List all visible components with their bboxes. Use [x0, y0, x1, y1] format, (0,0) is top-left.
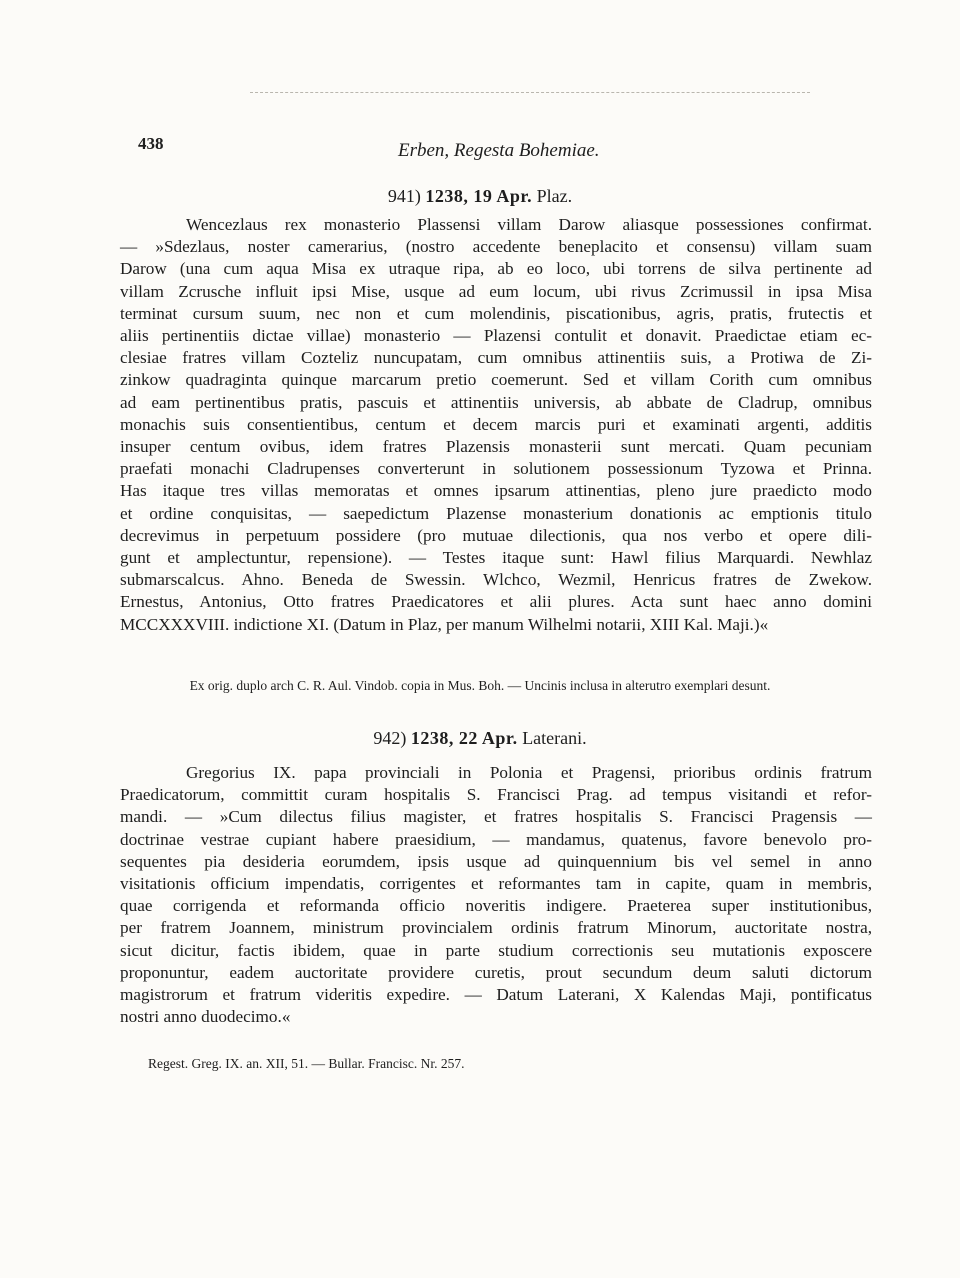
- text-line: Gregorius IX. papa provinciali in Polonia et Pragensi, prioribus ordinis fratrum: [186, 763, 872, 782]
- source-note-942: Regest. Greg. IX. an. XII, 51. — Bullar. Francisc. Nr. 257.: [148, 1056, 465, 1071]
- text-line: MCCXXXVIII. indictione XI. (Datum in Plaz, per manum Wilhelmi notarii, XIII Kal. Maji.)«: [120, 614, 769, 634]
- text-line: villam Zcrusche influit ipsi Mise, usque ad eum locum, ubi rivus Zcrimussil in ipsa Misa: [120, 281, 872, 301]
- text-line: zinkow quadraginta quinque marcarum pretio coemerunt. Sed et villam Corith cum omnibus: [120, 370, 872, 390]
- text-line: mandi. — »Cum dilectus filius magister, et fratres hospitalis S. Francisci Pragensis —: [120, 807, 872, 827]
- entry-text-942: [120, 762, 872, 1028]
- scan-artifact-line: [250, 92, 810, 93]
- text-line: submarscalcus. Ahno. Beneda de Swessin. Wlchco, Wezmil, Henricus fratres de Zwekow.: [120, 570, 872, 590]
- text-line: magistrorum et fratrum videritis expedire. — Datum Laterani, X Kalendas Maji, pontificatus: [120, 985, 872, 1005]
- text-line: sequentes pia desideria eorumdem, ipsis usque ad quinquennium bis vel semel in anno: [120, 851, 872, 871]
- text-line: aliis pertinentiis dictae villae) monasterio — Plazensi contulit et donavit. Praedictae etiam ec-: [120, 326, 872, 346]
- text-line: visitationis officium impendatis, corrigentes et reformantes tam in capite, quam in membris,: [120, 874, 872, 894]
- entry-date: 1238, 19 Apr.: [425, 186, 533, 206]
- entry-number: 941): [387, 186, 421, 206]
- text-line: praefati monachi Cladrupenses converterunt in solutionem possessionum Tyzowa et Prinna.: [120, 459, 872, 479]
- text-line: per fratrem Joannem, ministrum provincialem ordinis fratrum Minorum, auctoritate nostra,: [120, 918, 872, 938]
- text-line: gunt et amplectuntur, repensione). — Testes itaque sunt: Hawl filius Marquardi. Newhlaz: [120, 548, 872, 568]
- text-line: Wencezlaus rex monasterio Plassensi villam Darow aliasque possessiones confirmat.: [186, 215, 872, 234]
- text-line: decrevimus in perpetuum possidere (pro mutuae dilectionis, qua nos verbo et opere dili-: [120, 525, 872, 545]
- text-line: doctrinae vestrae cupiant habere praesidium, — mandamus, quatenus, favore benevolo pro-: [120, 829, 872, 849]
- entry-place: Plaz.: [536, 186, 573, 206]
- text-line: et ordine conquisitas, — saepedictum Plazense monasterium donationis ac emptionis titulo: [120, 503, 872, 523]
- text-line: insuper centum ovibus, idem fratres Plazensis monasterii sunt mercati. Quam pecuniam: [120, 437, 872, 457]
- text-line: nostri anno duodecimo.«: [120, 1007, 291, 1027]
- text-line: proponuntur, eadem auctoritate providere curetis, prout secundum deum saluti dictorum: [120, 962, 872, 982]
- text-line: sicut dicitur, factis ibidem, quae in parte studium correctionis seu mutationis exposcere: [120, 940, 872, 960]
- text-line: — »Sdezlaus, noster camerarius, (nostro accedente beneplacito et consensu) villam suam: [120, 237, 872, 257]
- entry-place: Laterani.: [522, 728, 587, 748]
- entry-heading-941: [0, 186, 960, 207]
- text-line: Has itaque tres villas memoratas et omnes ipsarum attinentias, pleno jure praedicto modo: [120, 481, 872, 501]
- text-line: quae corrigenda et reformanda officio noveritis indigere. Praeterea super institutionibus,: [120, 896, 872, 916]
- entry-number: 942): [373, 728, 407, 748]
- text-line: Ernestus, Antonius, Otto fratres Praedicatores et alii plures. Acta sunt haec anno domini: [120, 592, 872, 612]
- text-line: clesiae fratres villam Cozteliz nuncupatam, cum omnibus attinentiis suis, a Protiwa de Zi-: [120, 348, 872, 368]
- text-line: Praedicatorum, committit curam hospitalis S. Francisci Prag. ad tempus visitandi et refor-: [120, 785, 872, 805]
- source-note-941: Ex orig. duplo arch C. R. Aul. Vindob. copia in Mus. Boh. — Uncinis inclusa in alterutro exemplari desunt.: [189, 678, 771, 693]
- entry-text-941: [120, 214, 872, 636]
- entry-heading-942: [0, 728, 960, 749]
- running-title: Erben, Regesta Bohemiae.: [398, 140, 600, 161]
- text-line: terminat cursum suum, nec non et cum molendinis, piscationibus, agris, pratis, frutectis et: [120, 303, 872, 323]
- entry-date: 1238, 22 Apr.: [410, 728, 518, 748]
- page-number: 438: [138, 134, 164, 153]
- text-line: monachis suis consentientibus, centum et decem marcis puri et examinati argenti, additis: [120, 414, 872, 434]
- text-line: Darow (una cum aqua Misa ex utraque ripa, ab eo loco, ubi torrens de silva pertinente ad: [120, 259, 872, 279]
- text-line: ad eam pertinentibus pratis, pascuis et attinentiis universis, ab abbate de Cladrup, omnibus: [120, 392, 872, 412]
